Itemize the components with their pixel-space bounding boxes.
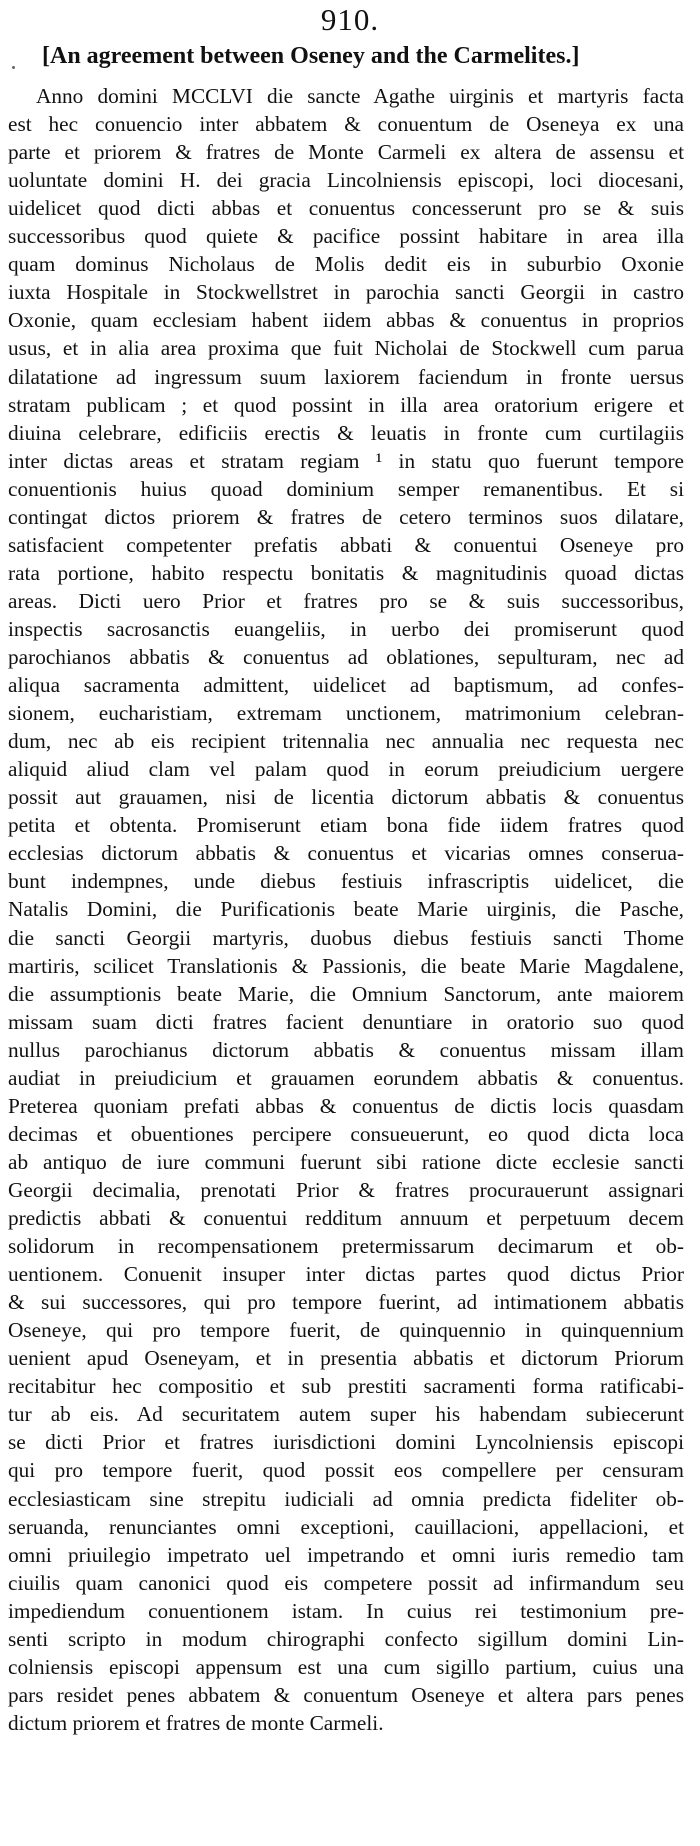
text-line: est hec conuencio inter abbatem & conuentum de Oseneya ex una bbox=[8, 112, 684, 137]
text-line: parochianos abbatis & conuentus ad oblationes, sepulturam, nec ad bbox=[8, 645, 684, 669]
text-line: ecclesiasticam sine strepitu iudiciali ad omnia predicta fideliter ob- bbox=[8, 1486, 684, 1511]
text-line: nullus parochianus dictorum abbatis & conuentus missam illam bbox=[8, 1037, 684, 1062]
text-line: & sui successores, qui pro tempore fuerint, ad intimationem abbatis bbox=[8, 1290, 684, 1315]
text-line: dum, nec ab eis recipient tritennalia nec annualia nec requesta nec bbox=[8, 729, 684, 754]
text-line: diuina celebrare, edificiis erectis & leuatis in fronte cum curtilagiis bbox=[8, 420, 684, 445]
text-line: possit aut grauamen, nisi de licentia dictorum abbatis & conuentus bbox=[8, 785, 684, 810]
text-line: qui pro tempore fuerit, quod possit eos compellere per censuram bbox=[8, 1458, 684, 1483]
text-line: colniensis episcopi appensum est una cum sigillo partium, cuius una bbox=[8, 1654, 684, 1679]
margin-mark bbox=[12, 66, 15, 69]
text-line: uidelicet quod dicti abbas et conuentus concesserunt pro se & suis bbox=[8, 196, 684, 221]
text-line: iuxta Hospitale in Stockwellstret in parochia sancti Georgii in castro bbox=[8, 280, 684, 305]
text-line: stratam publicam ; et quod possint in illa area oratorium erigere et bbox=[8, 392, 684, 417]
text-line: uentionem. Conuenit insuper inter dictas partes quod dictus Prior bbox=[8, 1262, 684, 1287]
text-line: die assumptionis beate Marie, die Omnium Sanctorum, ante maiorem bbox=[8, 981, 684, 1006]
text-line: Georgii decimalia, prenotati Prior & fratres procurauerunt assignari bbox=[8, 1177, 684, 1202]
text-line: solidorum in recompensationem pretermissarum decimarum et ob- bbox=[8, 1234, 684, 1259]
text-line: Anno domini MCCLVI die sancte Agathe uirginis et martyris facta bbox=[36, 84, 684, 108]
text-line: Preterea quoniam prefati abbas & conuentus de dictis locis quasdam bbox=[8, 1093, 684, 1118]
text-line: sionem, eucharistiam, extremam unctionem, matrimonium celebran- bbox=[8, 701, 684, 726]
text-line: parte et priorem & fratres de Monte Carmeli ex altera de assensu et bbox=[8, 140, 684, 165]
text-line: predictis abbati & conuentui redditum annuum et perpetuum decem bbox=[8, 1206, 684, 1230]
text-line: se dicti Prior et fratres iurisdictioni domini Lyncolniensis episcopi bbox=[8, 1430, 684, 1455]
text-line: die sancti Georgii martyris, duobus diebus festiuis sancti Thome bbox=[8, 925, 684, 950]
text-line: ciuilis quam canonici quod eis competere possit ad infirmandum seu bbox=[8, 1570, 684, 1595]
text-line: uoluntate domini H. dei gracia Lincolniensis episcopi, loci diocesani, bbox=[8, 168, 684, 193]
text-line: dictum priorem et fratres de monte Carmeli. bbox=[8, 1710, 384, 1735]
text-line: audiat in preiudicium et grauamen eorundem abbatis & conuentus. bbox=[8, 1065, 684, 1090]
text-line: ecclesias dictorum abbatis & conuentus et vicarias omnes conserua- bbox=[8, 841, 684, 866]
text-line: quam dominus Nicholaus de Molis dedit eis in suburbio Oxonie bbox=[8, 252, 684, 277]
text-line: usus, et in alia area proxima que fuit Nicholai de Stockwell cum parua bbox=[8, 336, 684, 361]
text-line: dilatatione ad ingressum suum laxiorem faciendum in fronte uersus bbox=[8, 364, 684, 389]
text-line: senti scripto in modum chirographi confecto sigillum domini Lin- bbox=[8, 1626, 684, 1651]
text-line: missam suam dicti fratres facient denuntiare in oratorio suo quod bbox=[8, 1009, 684, 1034]
text-line: Oxonie, quam ecclesiam habent iidem abbas & conuentus in proprios bbox=[8, 308, 684, 333]
text-line: recitabitur hec compositio et sub prestiti sacramenti forma ratificabi- bbox=[8, 1374, 684, 1399]
text-line: ab antiquo de iure communi fuerunt sibi ratione dicte ecclesie sancti bbox=[8, 1149, 684, 1174]
text-line: rata portione, habito respectu bonitatis & magnitudinis quoad dictas bbox=[8, 560, 684, 585]
text-line: petita et obtenta. Promiserunt etiam bona fide iidem fratres quod bbox=[8, 813, 684, 838]
text-line: inspectis sacrosanctis euangeliis, in uerbo dei promiserunt quod bbox=[8, 616, 684, 641]
text-line: satisfacient competenter prefatis abbati & conuentui Oseneye pro bbox=[8, 532, 684, 557]
text-line: Oseneye, qui pro tempore fuerit, de quinquennio in quinquennium bbox=[8, 1318, 684, 1343]
text-line: areas. Dicti uero Prior et fratres pro se & suis successoribus, bbox=[8, 588, 684, 613]
text-line: pars residet penes abbatem & conuentum Oseneye et altera pars penes bbox=[8, 1682, 684, 1707]
text-line: impediendum conuentionem istam. In cuius rei testimonium pre- bbox=[8, 1598, 684, 1623]
text-line: martiris, scilicet Translationis & Passionis, die beate Marie Magdalene, bbox=[8, 953, 684, 978]
text-line: seruanda, renunciantes omni exceptioni, cauillacioni, appellacioni, et bbox=[8, 1514, 684, 1539]
text-line: inter dictas areas et stratam regiam ¹ in statu quo fuerunt tempore bbox=[8, 448, 684, 473]
document-heading: [An agreement between Oseney and the Carmelites.] bbox=[42, 43, 580, 69]
text-line: aliquid aliud clam vel palam quod in eorum preiudicium uergere bbox=[8, 757, 684, 782]
text-line: tur ab eis. Ad securitatem autem super his habendam subiecerunt bbox=[8, 1402, 684, 1427]
text-line: successoribus quod quiete & pacifice possint habitare in area illa bbox=[8, 224, 684, 249]
text-line: omni priuilegio impetrato uel impetrando et omni iuris remedio tam bbox=[8, 1542, 684, 1567]
text-line: aliqua sacramenta admittent, uidelicet ad baptismum, ad confes- bbox=[8, 673, 684, 698]
text-line: conuentionis huius quoad dominium semper remanentibus. Et si bbox=[8, 476, 684, 501]
text-line: decimas et obuentiones percipere consueuerunt, eo quod dicta loca bbox=[8, 1121, 684, 1146]
text-line: contingat dictos priorem & fratres de cetero terminos suos dilatare, bbox=[8, 504, 684, 529]
text-line: uenient apud Oseneyam, et in presentia abbatis et dictorum Priorum bbox=[8, 1346, 684, 1371]
text-line: bunt indempnes, unde diebus festiuis infrascriptis uidelicet, die bbox=[8, 869, 684, 894]
text-line: Natalis Domini, die Purificationis beate Marie uirginis, die Pasche, bbox=[8, 897, 684, 922]
charter-number: 910. bbox=[320, 2, 380, 37]
